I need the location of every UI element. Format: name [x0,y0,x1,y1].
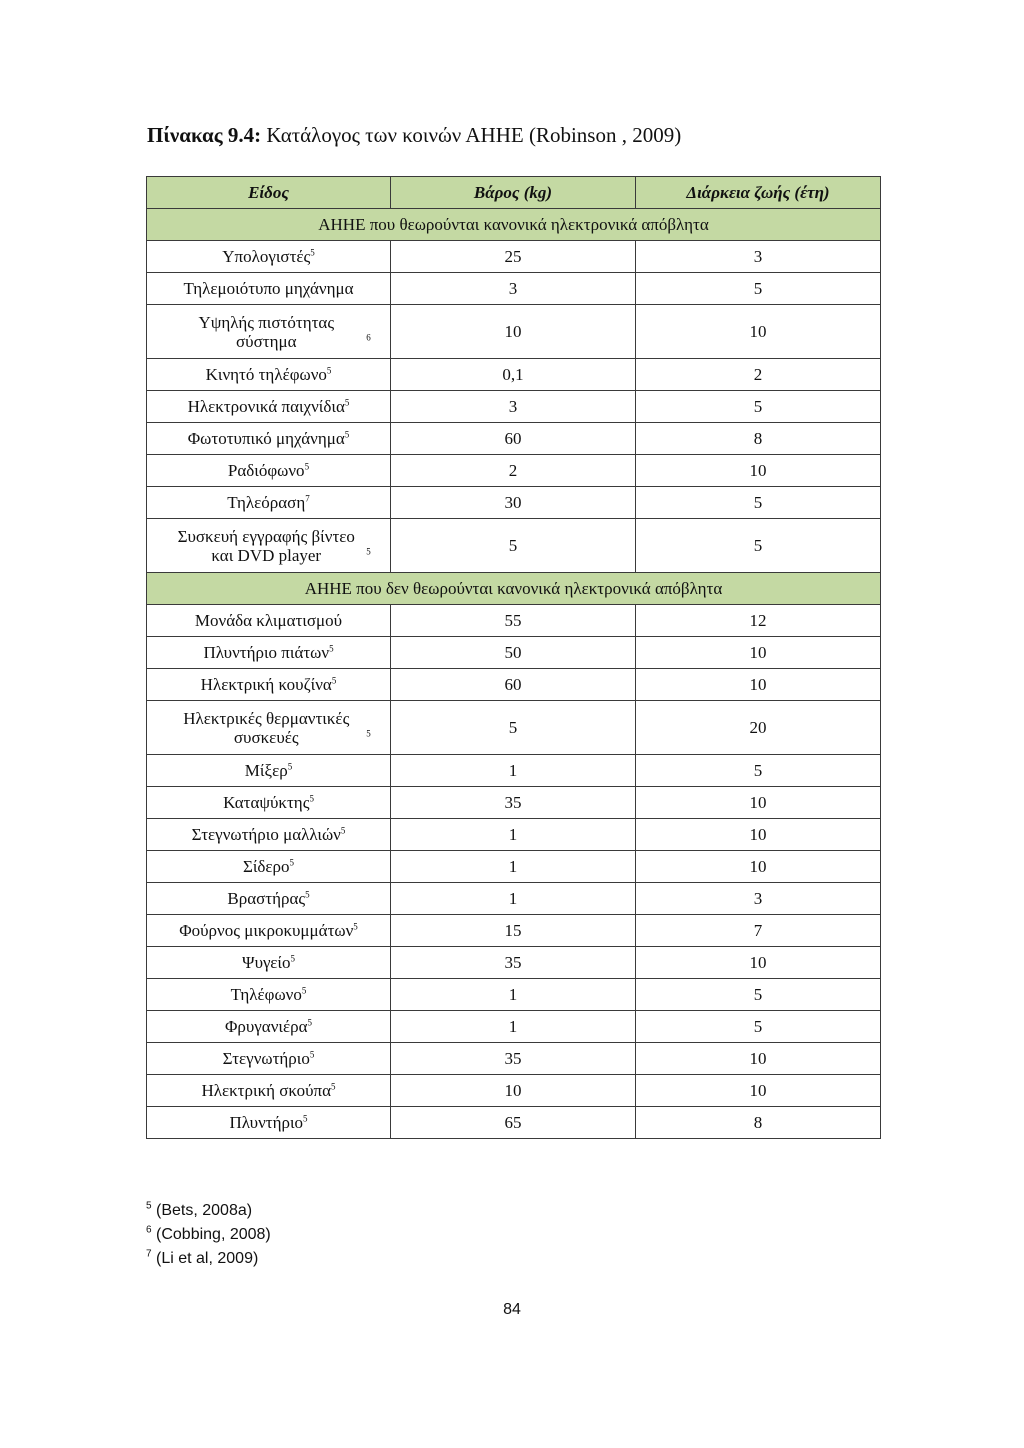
table-row [147,669,881,701]
item-cell [147,701,391,755]
lifespan-cell: 8 [636,423,881,455]
table-row [147,455,881,487]
weight-cell: 1 [391,819,636,851]
item-cell [147,273,391,305]
weight-cell: 1 [391,979,636,1011]
item-cell [147,1043,391,1075]
table-row [147,241,881,273]
lifespan-cell: 5 [636,487,881,519]
reference-marker: 5 [289,857,295,868]
header-weight: Βάρος (kg) [391,177,636,209]
reference-marker: 5 [353,921,358,932]
item-name: Ψυγείο [242,953,291,972]
weight-cell: 1 [391,755,636,787]
header-row [147,177,881,209]
weight-cell: 30 [391,487,636,519]
reference-marker: 5 [305,889,310,900]
table-row [147,947,881,979]
weight-cell: 1 [391,851,636,883]
item-cell [147,637,391,669]
lifespan-cell: 5 [636,391,881,423]
weight-cell: 10 [391,305,636,359]
lifespan-cell: 3 [636,883,881,915]
lifespan-cell: 5 [636,519,881,573]
item-name: Στεγνωτήριο [222,1049,310,1068]
caption-label: Πίνακας 9.4: [147,123,262,147]
weight-cell: 60 [391,423,636,455]
section-row [147,209,881,241]
footnote-number: 6 [146,1224,152,1236]
header-item: Είδος [147,177,391,209]
lifespan-cell: 10 [636,305,881,359]
lifespan-cell: 10 [636,1043,881,1075]
item-name: Πλυντήριο πιάτων [203,643,330,662]
reference-marker: 5 [287,761,293,772]
lifespan-cell: 10 [636,669,881,701]
table-row [147,979,881,1011]
table-row [147,637,881,669]
weight-cell: 1 [391,883,636,915]
reference-marker: 5 [344,429,350,440]
table-row [147,487,881,519]
table-row [147,391,881,423]
item-name: Καταψύκτης [223,793,310,812]
footnote-number: 7 [146,1248,152,1260]
table-row [147,273,881,305]
item-name: Ηλεκτρονικά παιχνίδια [187,397,345,416]
item-name: Ηλεκτρική κουζίνα [200,675,332,694]
weight-cell: 35 [391,947,636,979]
weight-cell: 2 [391,455,636,487]
item-name: Υπολογιστές [222,247,311,266]
table-body [147,209,881,1139]
footnote-text: (Bets, 2008a) [151,1202,253,1219]
footnotes [146,1199,271,1271]
weight-cell: 50 [391,637,636,669]
lifespan-cell: 10 [636,455,881,487]
footnote [146,1247,271,1271]
item-name: Υψηλής πιστότητας σύστημα [198,312,335,351]
lifespan-cell: 20 [636,701,881,755]
item-cell [147,669,391,701]
item-cell [147,1075,391,1107]
reference-marker: 5 [331,675,337,686]
reference-marker: 5 [366,727,371,738]
item-name: Τηλεόραση [227,493,306,512]
lifespan-cell: 8 [636,1107,881,1139]
footnote [146,1223,271,1247]
item-cell [147,883,391,915]
table-header [147,177,881,209]
reference-marker: 5 [309,793,314,804]
item-cell [147,787,391,819]
lifespan-cell: 5 [636,979,881,1011]
table-row [147,1011,881,1043]
reference-marker: 5 [344,397,350,408]
item-cell [147,391,391,423]
weight-cell: 55 [391,605,636,637]
item-cell [147,1107,391,1139]
lifespan-cell: 10 [636,851,881,883]
weight-cell: 0,1 [391,359,636,391]
reference-marker: 5 [301,985,307,996]
table-row [147,883,881,915]
table-row [147,359,881,391]
lifespan-cell: 12 [636,605,881,637]
item-name: Φωτοτυπικό μηχάνημα [187,429,345,448]
table-row [147,915,881,947]
reference-marker: 5 [329,643,334,654]
reference-marker: 5 [340,825,346,836]
table-row [147,701,881,755]
header-lifespan: Διάρκεια ζωής (έτη) [636,177,881,209]
item-name: Στεγνωτήριο μαλλιών [191,825,341,844]
ewaste-table [146,176,881,1139]
weight-cell: 3 [391,273,636,305]
section-title: ΑΗΗΕ που θεωρούνται κανονικά ηλεκτρονικά απόβλητα [147,209,881,241]
table-row [147,851,881,883]
item-name: Μίξερ [244,761,288,780]
weight-cell: 35 [391,787,636,819]
lifespan-cell: 5 [636,273,881,305]
item-cell [147,1011,391,1043]
item-cell [147,423,391,455]
item-cell [147,305,391,359]
weight-cell: 65 [391,1107,636,1139]
reference-marker: 5 [309,1049,315,1060]
footnote-text: (Li et al, 2009) [151,1250,259,1267]
lifespan-cell: 5 [636,755,881,787]
item-cell [147,755,391,787]
reference-marker: 5 [307,1017,313,1028]
footnote-text: (Cobbing, 2008) [151,1226,271,1243]
table-row [147,1043,881,1075]
table-row [147,605,881,637]
lifespan-cell: 10 [636,787,881,819]
table-caption [147,121,681,149]
reference-marker: 5 [331,1081,336,1092]
table-row [147,819,881,851]
item-cell [147,947,391,979]
item-cell [147,455,391,487]
weight-cell: 35 [391,1043,636,1075]
weight-cell: 15 [391,915,636,947]
reference-marker: 5 [366,545,371,556]
item-cell [147,241,391,273]
reference-marker: 6 [366,331,371,342]
section-title: ΑΗΗΕ που δεν θεωρούνται κανονικά ηλεκτρονικά απόβλητα [147,573,881,605]
table-row [147,755,881,787]
reference-marker: 5 [304,461,310,472]
weight-cell: 3 [391,391,636,423]
weight-cell: 25 [391,241,636,273]
page-number: 84 [503,1301,521,1318]
item-name: Τηλέφωνο [230,985,302,1004]
reference-marker: 5 [290,953,295,964]
item-name: Σίδερο [242,857,290,876]
item-name: Πλυντήριο [229,1113,304,1132]
section-row [147,573,881,605]
item-cell [147,487,391,519]
item-name: Φρυγανιέρα [224,1017,308,1036]
table-row [147,1107,881,1139]
lifespan-cell: 10 [636,947,881,979]
lifespan-cell: 7 [636,915,881,947]
lifespan-cell: 2 [636,359,881,391]
item-name: Βραστήρας [227,889,306,908]
reference-marker: 5 [326,365,332,376]
lifespan-cell: 10 [636,1075,881,1107]
item-cell [147,979,391,1011]
reference-marker: 7 [305,493,310,504]
item-cell [147,359,391,391]
table-row [147,423,881,455]
table-row [147,787,881,819]
item-cell [147,851,391,883]
item-name: Ηλεκτρική σκούπα [201,1081,332,1100]
lifespan-cell: 10 [636,637,881,669]
item-cell [147,605,391,637]
weight-cell: 5 [391,519,636,573]
lifespan-cell: 10 [636,819,881,851]
table-row [147,305,881,359]
table-row [147,1075,881,1107]
reference-marker: 5 [310,247,315,258]
item-cell [147,519,391,573]
weight-cell: 60 [391,669,636,701]
reference-marker: 5 [303,1113,308,1124]
lifespan-cell: 3 [636,241,881,273]
weight-cell: 5 [391,701,636,755]
item-name: Ραδιόφωνο [227,461,305,480]
item-name: Τηλεμοιότυπο μηχάνημα [183,279,354,298]
item-name: Φούρνος μικροκυμμάτων [179,921,354,940]
weight-cell: 10 [391,1075,636,1107]
item-cell [147,915,391,947]
table-row [147,519,881,573]
item-cell [147,819,391,851]
item-name: Συσκευή εγγραφής βίντεο και DVD player [177,526,355,565]
caption-text: Κατάλογος των κοινών ΑΗΗΕ (Robinson , 2009) [261,123,682,147]
item-name: Μονάδα κλιματισμού [194,611,343,630]
item-name: Ηλεκτρικές θερμαντικές συσκευές [183,708,350,747]
footnote [146,1199,271,1223]
item-name: Κινητό τηλέφωνο [205,365,327,384]
footnote-number: 5 [146,1200,152,1212]
lifespan-cell: 5 [636,1011,881,1043]
weight-cell: 1 [391,1011,636,1043]
